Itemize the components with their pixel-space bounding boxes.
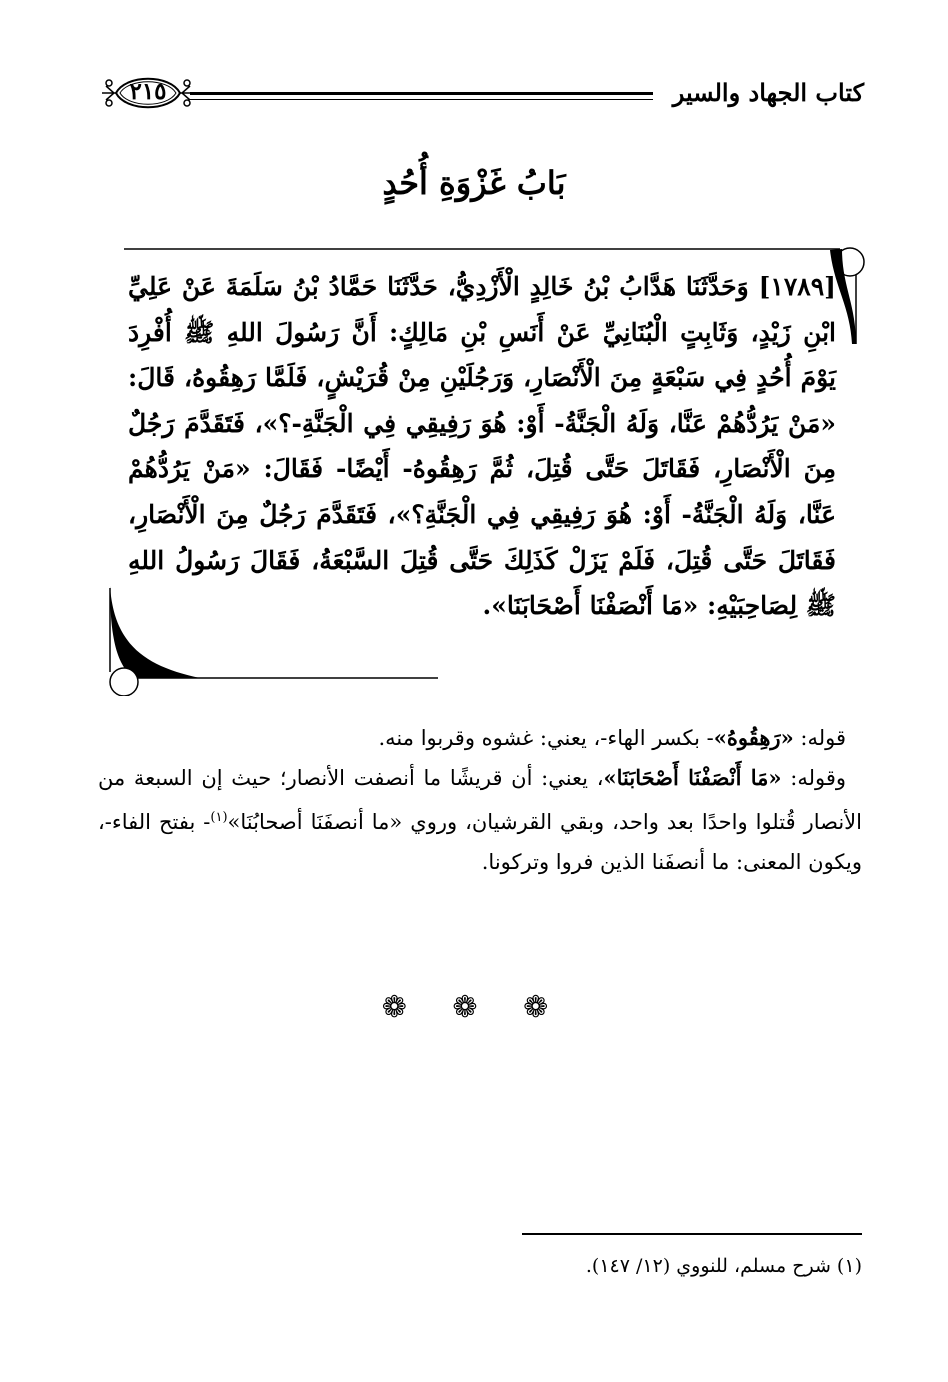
commentary-intro: وقوله: <box>781 766 847 790</box>
page-number: ٢١٥ <box>129 78 167 105</box>
section-separator-stars: ❁ ❁ ❁ <box>381 990 567 1025</box>
hadith-text <box>128 264 836 629</box>
header-rule-thin <box>190 99 653 100</box>
commentary-paragraph <box>98 758 862 882</box>
hadith-body: وَحَدَّثَنَا هَدَّابُ بْنُ خَالِدٍ الْأَزْدِيُّ، حَدَّثَنَا حَمَّادُ بْنُ سَلَمَةَ عَنْ عَلِيِّ ابْنِ زَيْدٍ، وَثَابِتٍ الْبُنَانِيِّ عَنْ أَنَسِ بْنِ مَالِكٍ: أَنَّ رَسُولَ اللهِ ﷺ أُفْرِدَ يَوْمَ أُحُدٍ فِي سَبْعَةٍ مِنَ الْأَنْصَارِ، وَرَجُلَيْنِ مِنْ قُرَيْشٍ، فَلَمَّا رَهِقُوهُ، قَالَ: «مَنْ يَرُدُّهُمْ عَنَّا، وَلَهُ الْجَنَّةُ- أَوْ: هُوَ رَفِيقِي فِي الْجَنَّةِ-؟»، فَتَقَدَّمَ رَجُلٌ مِنَ الْأَنْصَارِ، فَقَاتَلَ حَتَّى قُتِلَ، ثُمَّ رَهِقُوهُ- أَيْضًا- فَقَالَ: «مَنْ يَرُدُّهُمْ عَنَّا، وَلَهُ الْجَنَّةُ- أَوْ: هُوَ رَفِيقِي فِي الْجَنَّةِ؟»، فَتَقَدَّمَ رَجُلٌ مِنَ الْأَنْصَارِ، فَقَاتَلَ حَتَّى قُتِلَ، فَلَمْ يَزَلْ كَذَلِكَ حَتَّى قُتِلَ السَّبْعَةُ، فَقَالَ رَسُولُ اللهِ ﷺ لِصَاحِبَيْهِ: «مَا أَنْصَفْنَا أَصْحَابَنَا». <box>128 272 836 621</box>
commentary-term: «مَا أَنْصَفْنَا أَصْحَابَنَا» <box>603 765 782 790</box>
commentary-intro: قوله: <box>793 726 846 750</box>
running-title: كتاب الجهاد والسير <box>672 78 864 107</box>
footnote-reference: (١) <box>210 810 228 825</box>
commentary <box>98 718 862 882</box>
commentary-term: «رَهِقُوهُ» <box>713 725 794 750</box>
hadith-number: [١٧٨٩] <box>758 272 836 301</box>
commentary-paragraph <box>98 718 862 758</box>
footnote: (١) شرح مسلم، للنووي (١٢/ ١٤٧). <box>585 1255 862 1277</box>
footnote-rule <box>522 1233 862 1235</box>
commentary-text: - بفتح الفاء-، ويكون المعنى: ما أنصفَنا الذين فروا وتركونا. <box>98 810 862 874</box>
chapter-title: بَابُ غَزْوَةِ أُحُدٍ <box>382 164 566 202</box>
commentary-text: ، يعني: أن قريشًا ما أنصفت الأنصار؛ حيث إن السبعة من الأنصار قُتلوا واحدًا بعد واحد، وبقي القرشيان، وروي «ما أنصفَنَا أصحابُنَا» <box>98 766 862 834</box>
header-rule <box>190 92 653 95</box>
commentary-text: - بكسر الهاء-، يعني: غشوه وقربوا منه. <box>378 726 714 750</box>
